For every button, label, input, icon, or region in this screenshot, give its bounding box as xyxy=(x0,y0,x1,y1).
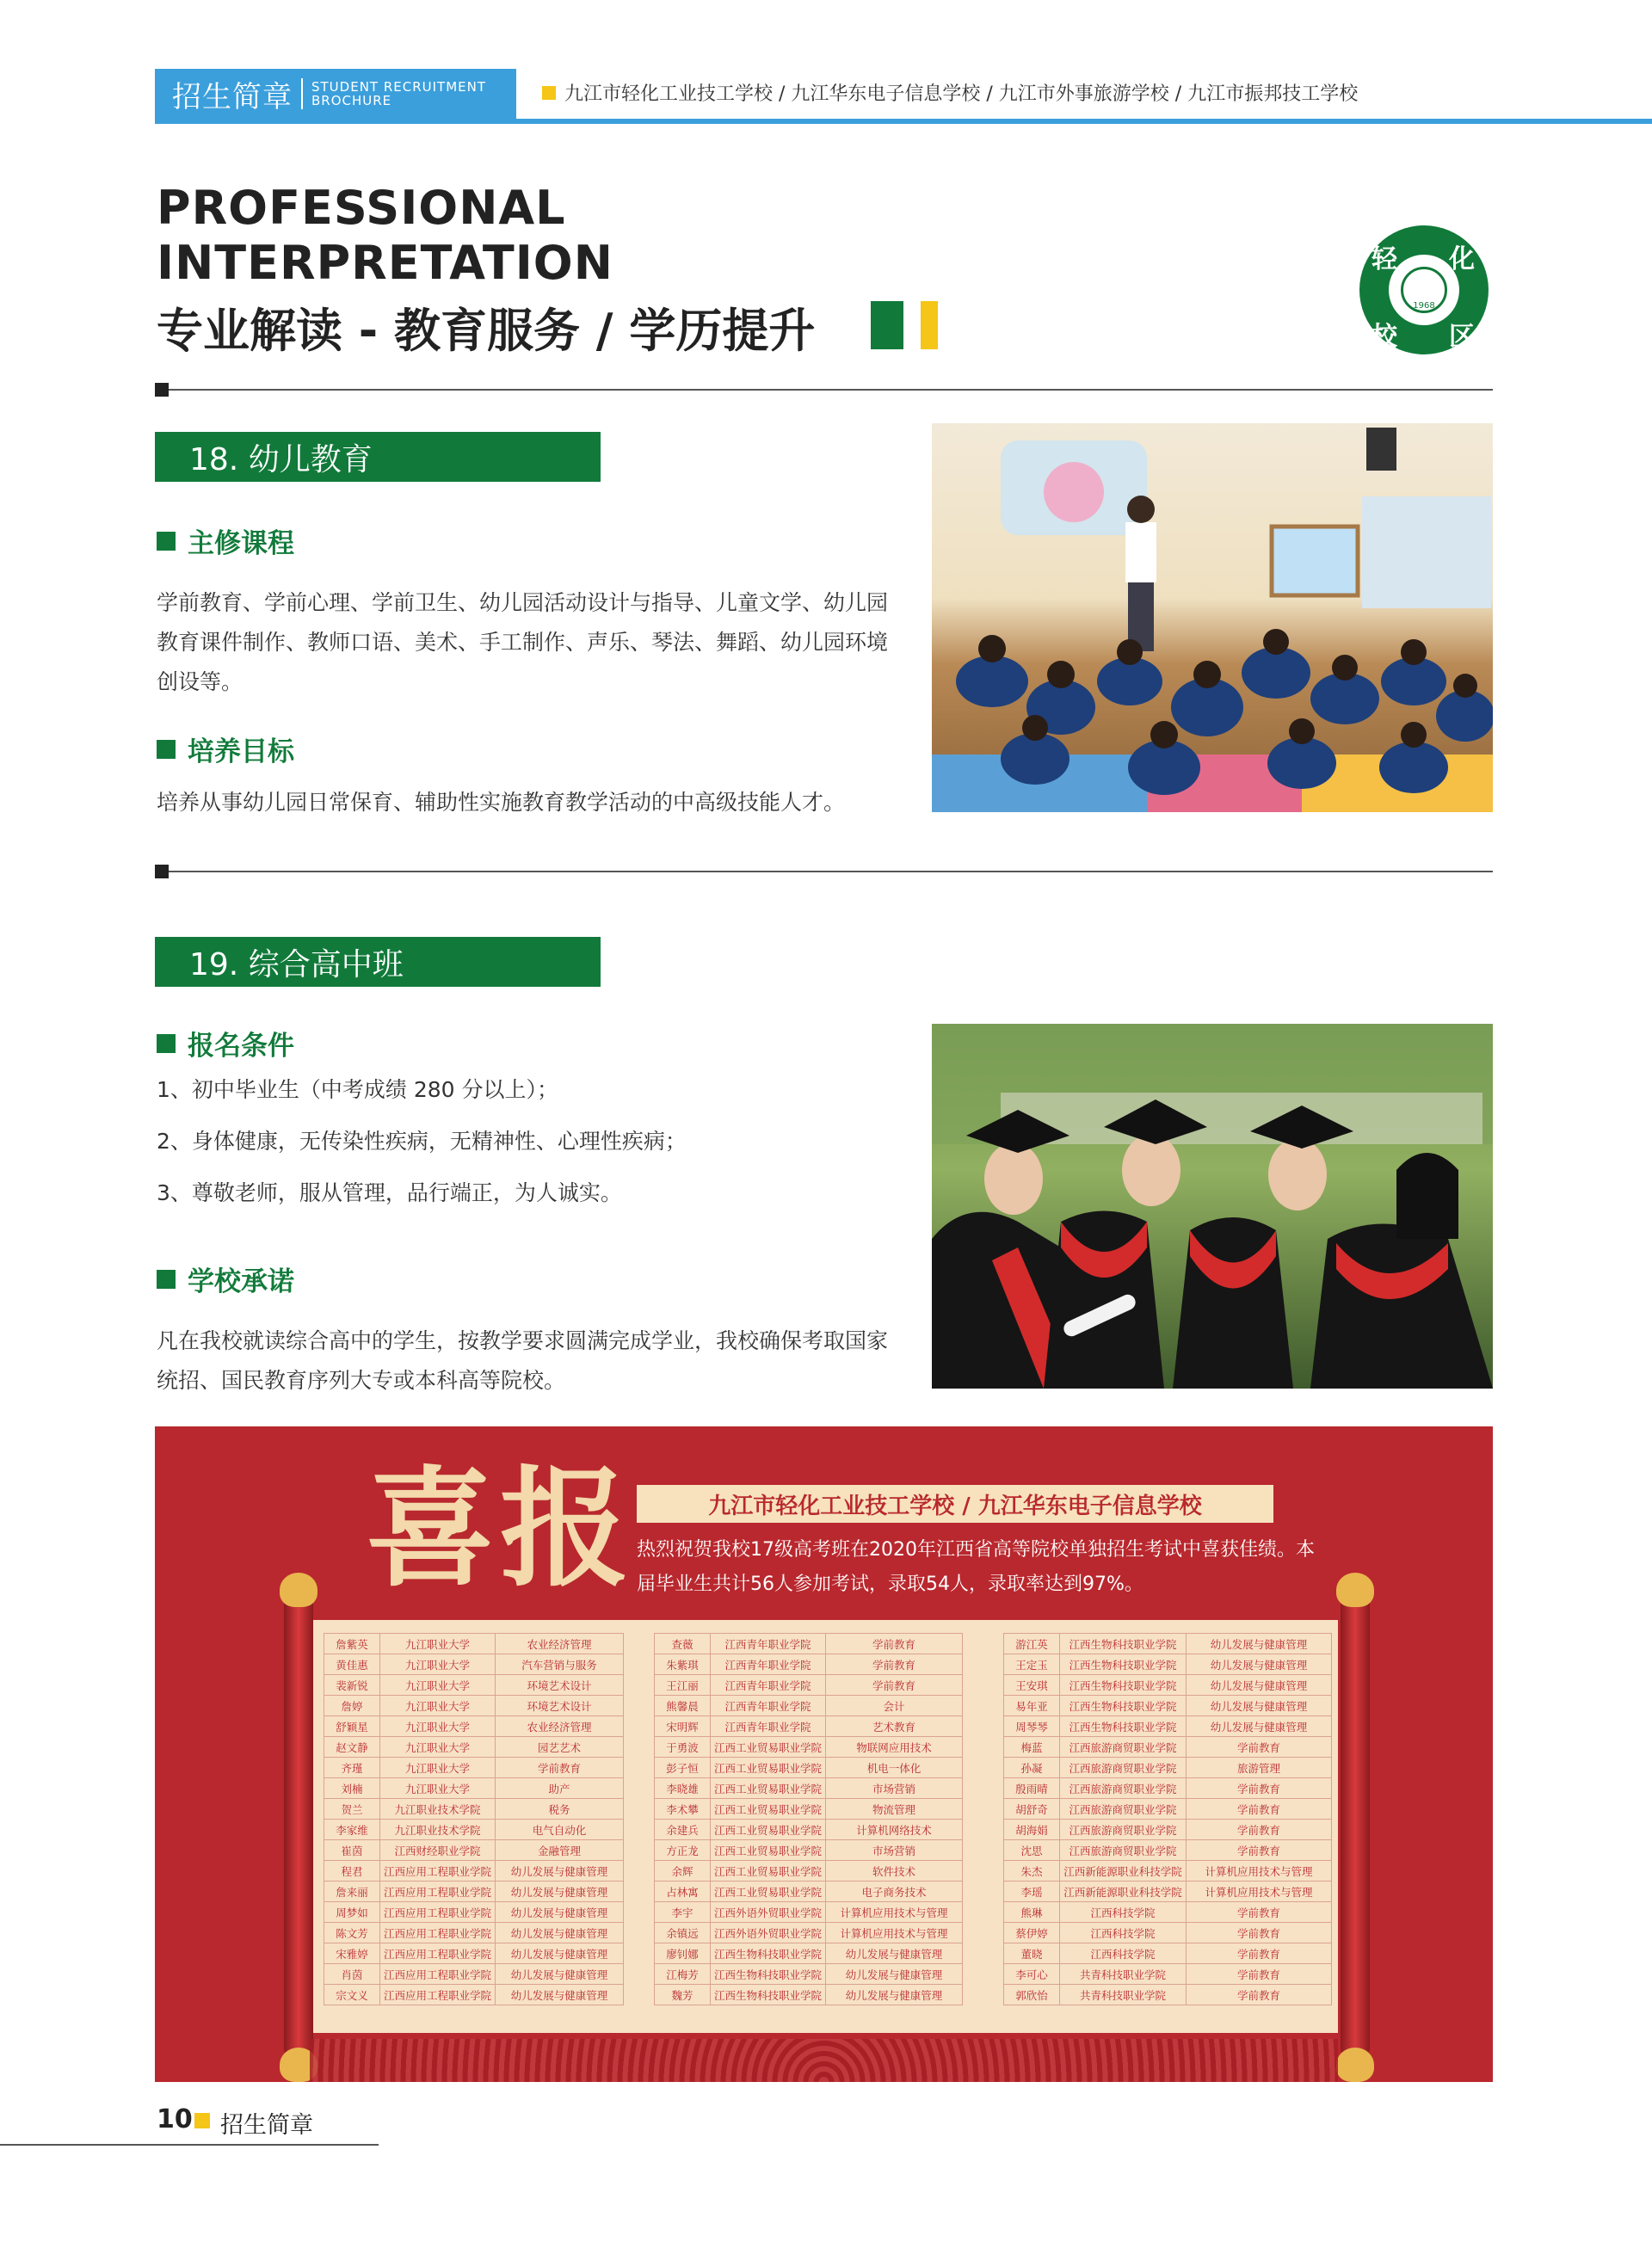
chinese-title: 专业解读 - 教育服务 / 学历提升 xyxy=(157,304,816,358)
college-name: 江西应用工程职业学院 xyxy=(380,1985,496,2005)
major-name: 市场营销 xyxy=(826,1778,963,1799)
student-name: 李宇 xyxy=(655,1902,711,1923)
scroll-rod-left xyxy=(284,1598,313,2054)
major-name: 园艺艺术 xyxy=(496,1737,624,1758)
table-row xyxy=(324,1840,624,1861)
english-title xyxy=(157,181,613,291)
table-row xyxy=(324,1799,624,1820)
school-logo xyxy=(1359,225,1489,354)
major-name: 税务 xyxy=(496,1799,624,1820)
requirements-title: 报名条件 xyxy=(188,1031,294,1062)
courses-text: 学前教育、学前心理、学前卫生、幼儿园活动设计与指导、儿童文学、幼儿园教育课件制作、教师口语、美术、手工制作、声乐、琴法、舞蹈、幼儿园环境创设等。 xyxy=(157,590,889,694)
college-name: 江西青年职业学院 xyxy=(711,1716,826,1737)
college-name: 江西青年职业学院 xyxy=(711,1654,826,1675)
major-name: 幼儿发展与健康管理 xyxy=(496,1964,624,1985)
header-badge-en-line1: STUDENT RECRUITMENT xyxy=(311,79,487,95)
major-name: 幼儿发展与健康管理 xyxy=(826,1964,963,1985)
table-row xyxy=(1004,1778,1332,1799)
table-row xyxy=(324,1758,624,1778)
college-name: 江西工业贸易职业学院 xyxy=(711,1840,826,1861)
green-square-icon xyxy=(157,740,176,759)
congratulations-board xyxy=(155,1426,1493,2082)
table-row xyxy=(324,1675,624,1696)
table-row xyxy=(655,1654,963,1675)
major-name: 学前教育 xyxy=(826,1675,963,1696)
section-divider xyxy=(155,389,1493,391)
major-name: 会计 xyxy=(826,1696,963,1716)
table-row xyxy=(324,1902,624,1923)
major-name: 学前教育 xyxy=(1187,1820,1332,1840)
major-name: 农业经济管理 xyxy=(496,1634,624,1654)
college-name: 江西青年职业学院 xyxy=(711,1675,826,1696)
major-name: 幼儿发展与健康管理 xyxy=(1187,1654,1332,1675)
major-name: 物联网应用技术 xyxy=(826,1737,963,1758)
major-name: 幼儿发展与健康管理 xyxy=(1187,1634,1332,1654)
student-name: 刘楠 xyxy=(324,1778,380,1799)
table-row xyxy=(655,1923,963,1943)
college-name: 九江职业大学 xyxy=(380,1716,496,1737)
college-name: 江西应用工程职业学院 xyxy=(380,1943,496,1964)
table-row xyxy=(655,1882,963,1902)
table-row xyxy=(324,1882,624,1902)
footer-label: 招生简章 xyxy=(220,2112,313,2139)
student-name: 胡舒奇 xyxy=(1004,1799,1060,1820)
college-name: 江西财经职业学院 xyxy=(380,1840,496,1861)
major-name: 电气自动化 xyxy=(496,1820,624,1840)
college-name: 江西生物科技职业学院 xyxy=(1060,1654,1187,1675)
table-row xyxy=(655,1778,963,1799)
logo-char-3: 校 xyxy=(1372,322,1397,352)
major-name: 计算机应用技术与管理 xyxy=(1187,1882,1332,1902)
student-name: 彭子恒 xyxy=(655,1758,711,1778)
goal-subheading xyxy=(157,730,294,768)
header-schools-text: 九江市轻化工业技工学校 / 九江华东电子信息学校 / 九江市外事旅游学校 / 九江市振邦技工学校 xyxy=(564,83,1359,105)
student-name: 李瑶 xyxy=(1004,1882,1060,1902)
major-name: 物流管理 xyxy=(826,1799,963,1820)
scroll-rod-right xyxy=(1341,1598,1370,2054)
student-name: 郭欣怡 xyxy=(1004,1985,1060,2005)
table-row xyxy=(1004,1799,1332,1820)
college-name: 江西应用工程职业学院 xyxy=(380,1861,496,1882)
college-name: 江西科技学院 xyxy=(1060,1943,1187,1964)
college-name: 江西工业贸易职业学院 xyxy=(711,1737,826,1758)
student-name: 崔茵 xyxy=(324,1840,380,1861)
table-row xyxy=(655,1840,963,1861)
page-number: 10 xyxy=(157,2104,193,2134)
college-name: 江西青年职业学院 xyxy=(711,1696,826,1716)
table-row xyxy=(324,1964,624,1985)
header-badge-english xyxy=(311,80,486,108)
student-name: 沈思 xyxy=(1004,1840,1060,1861)
title-yellow-mark xyxy=(921,301,938,349)
college-name: 江西旅游商贸职业学院 xyxy=(1060,1820,1187,1840)
logo-emblem xyxy=(1389,255,1459,325)
student-name: 李可心 xyxy=(1004,1964,1060,1985)
header-badge xyxy=(155,69,516,119)
requirements-subheading xyxy=(157,1024,294,1062)
college-name: 江西应用工程职业学院 xyxy=(380,1923,496,1943)
student-name: 宋雅婷 xyxy=(324,1943,380,1964)
table-row xyxy=(1004,1861,1332,1882)
student-name: 查薇 xyxy=(655,1634,711,1654)
student-name: 董晓 xyxy=(1004,1943,1060,1964)
table-row xyxy=(655,1820,963,1840)
college-name: 九江职业大学 xyxy=(380,1654,496,1675)
major-name: 学前教育 xyxy=(826,1634,963,1654)
section19-heading: 19. 综合高中班 xyxy=(155,937,601,987)
green-square-icon xyxy=(157,1034,176,1053)
college-name: 江西生物科技职业学院 xyxy=(1060,1696,1187,1716)
major-name: 电子商务技术 xyxy=(826,1882,963,1902)
major-name: 学前教育 xyxy=(1187,1902,1332,1923)
college-name: 江西工业贸易职业学院 xyxy=(711,1758,826,1778)
graduates-photo-art xyxy=(932,1024,1493,1389)
student-name: 余辉 xyxy=(655,1861,711,1882)
student-name: 朱紫琪 xyxy=(655,1654,711,1675)
table-row xyxy=(1004,1902,1332,1923)
results-table-3 xyxy=(1003,1633,1332,2005)
major-name: 幼儿发展与健康管理 xyxy=(496,1902,624,1923)
student-name: 李晓雄 xyxy=(655,1778,711,1799)
student-name: 殷雨晴 xyxy=(1004,1778,1060,1799)
courses-subheading xyxy=(157,521,294,560)
student-name: 宋明辉 xyxy=(655,1716,711,1737)
goal-title: 培养目标 xyxy=(188,736,294,767)
header-separator xyxy=(301,78,303,109)
table-row xyxy=(1004,1923,1332,1943)
student-name: 齐瑾 xyxy=(324,1758,380,1778)
student-name: 朱杰 xyxy=(1004,1861,1060,1882)
yellow-square-icon xyxy=(194,2113,210,2128)
table-row xyxy=(324,1943,624,1964)
results-table-1 xyxy=(324,1633,624,2005)
kindergarten-photo xyxy=(932,423,1493,812)
major-name: 软件技术 xyxy=(826,1861,963,1882)
student-name: 李术攀 xyxy=(655,1799,711,1820)
logo-char-2: 化 xyxy=(1449,244,1475,274)
student-name: 詹来丽 xyxy=(324,1882,380,1902)
table-row xyxy=(1004,1985,1332,2005)
board-announcement: 热烈祝贺我校17级高考班在2020年江西省高等院校单独招生考试中喜获佳绩。本届毕业生共计56人参加考试，录取54人，录取率达到97%。 xyxy=(637,1539,1315,1595)
student-name: 余镇远 xyxy=(655,1923,711,1943)
table-row xyxy=(1004,1943,1332,1964)
table-row xyxy=(655,1902,963,1923)
major-name: 学前教育 xyxy=(1187,1840,1332,1861)
college-name: 江西外语外贸职业学院 xyxy=(711,1902,826,1923)
results-table-2 xyxy=(654,1633,963,2005)
major-name: 市场营销 xyxy=(826,1840,963,1861)
student-name: 陈文芳 xyxy=(324,1923,380,1943)
table-row xyxy=(655,1758,963,1778)
courses-title: 主修课程 xyxy=(188,528,294,559)
student-name: 王江丽 xyxy=(655,1675,711,1696)
section-divider xyxy=(155,871,1493,872)
college-name: 江西生物科技职业学院 xyxy=(1060,1716,1187,1737)
major-name: 环境艺术设计 xyxy=(496,1675,624,1696)
college-name: 江西生物科技职业学院 xyxy=(1060,1634,1187,1654)
student-name: 王定玉 xyxy=(1004,1654,1060,1675)
green-square-icon xyxy=(157,1270,176,1289)
student-name: 程君 xyxy=(324,1861,380,1882)
college-name: 江西旅游商贸职业学院 xyxy=(1060,1778,1187,1799)
board-school-header: 九江市轻化工业技工学校 / 九江华东电子信息学校 xyxy=(637,1485,1273,1523)
college-name: 江西新能源职业科技学院 xyxy=(1060,1861,1187,1882)
table-row xyxy=(655,1799,963,1820)
major-name: 幼儿发展与健康管理 xyxy=(1187,1675,1332,1696)
table-row xyxy=(1004,1737,1332,1758)
title-green-mark xyxy=(871,301,903,349)
major-name: 机电一体化 xyxy=(826,1758,963,1778)
student-name: 李家维 xyxy=(324,1820,380,1840)
header-schools xyxy=(542,79,1358,106)
college-name: 九江职业大学 xyxy=(380,1634,496,1654)
student-name: 黄佳惠 xyxy=(324,1654,380,1675)
major-name: 幼儿发展与健康管理 xyxy=(496,1943,624,1964)
graduates-photo xyxy=(932,1024,1493,1389)
major-name: 学前教育 xyxy=(1187,1737,1332,1758)
divider-square xyxy=(155,383,169,397)
kindergarten-photo-art xyxy=(932,423,1493,812)
college-name: 江西工业贸易职业学院 xyxy=(711,1778,826,1799)
student-name: 孙凝 xyxy=(1004,1758,1060,1778)
table-row xyxy=(1004,1654,1332,1675)
english-title-line2: INTERPRETATION xyxy=(157,236,613,290)
student-name: 王安琪 xyxy=(1004,1675,1060,1696)
college-name: 江西工业贸易职业学院 xyxy=(711,1882,826,1902)
student-name: 裴新锐 xyxy=(324,1675,380,1696)
table-row xyxy=(324,1861,624,1882)
table-row xyxy=(324,1696,624,1716)
major-name: 幼儿发展与健康管理 xyxy=(826,1985,963,2005)
college-name: 江西生物科技职业学院 xyxy=(711,1985,826,2005)
student-name: 周琴琴 xyxy=(1004,1716,1060,1737)
major-name: 计算机应用技术与管理 xyxy=(826,1902,963,1923)
college-name: 江西生物科技职业学院 xyxy=(711,1964,826,1985)
table-row xyxy=(1004,1820,1332,1840)
college-name: 江西工业贸易职业学院 xyxy=(711,1861,826,1882)
promise-subheading xyxy=(157,1260,294,1298)
student-name: 蔡伊婷 xyxy=(1004,1923,1060,1943)
major-name: 学前教育 xyxy=(1187,1964,1332,1985)
student-name: 胡海娟 xyxy=(1004,1820,1060,1840)
major-name: 幼儿发展与健康管理 xyxy=(1187,1696,1332,1716)
student-name: 游江英 xyxy=(1004,1634,1060,1654)
college-name: 江西应用工程职业学院 xyxy=(380,1882,496,1902)
yellow-square-icon xyxy=(542,86,556,100)
table-row xyxy=(1004,1675,1332,1696)
major-name: 学前教育 xyxy=(1187,1923,1332,1943)
major-name: 计算机应用技术与管理 xyxy=(1187,1861,1332,1882)
table-row xyxy=(1004,1964,1332,1985)
table-row xyxy=(324,1654,624,1675)
table-row xyxy=(655,1696,963,1716)
student-name: 余建兵 xyxy=(655,1820,711,1840)
major-name: 学前教育 xyxy=(1187,1799,1332,1820)
student-name: 詹婷 xyxy=(324,1696,380,1716)
requirement-2: 2、身体健康，无传染性疾病，无精神性、心理性疾病； xyxy=(157,1129,687,1154)
student-name: 赵文静 xyxy=(324,1737,380,1758)
college-name: 九江职业大学 xyxy=(380,1696,496,1716)
college-name: 江西科技学院 xyxy=(1060,1902,1187,1923)
scroll-cap-top-left xyxy=(280,1573,317,1607)
table-row xyxy=(1004,1634,1332,1654)
table-row xyxy=(324,1778,624,1799)
goal-text: 培养从事幼儿园日常保育、辅助性实施教育教学活动的中高级技能人才。 xyxy=(157,790,846,815)
requirement-3: 3、尊敬老师，服从管理，品行端正，为人诚实。 xyxy=(157,1180,622,1205)
major-name: 环境艺术设计 xyxy=(496,1696,624,1716)
board-wave-pattern xyxy=(310,2039,1338,2082)
student-name: 廖钊娜 xyxy=(655,1943,711,1964)
college-name: 九江职业大学 xyxy=(380,1758,496,1778)
major-name: 幼儿发展与健康管理 xyxy=(1187,1716,1332,1737)
college-name: 江西旅游商贸职业学院 xyxy=(1060,1799,1187,1820)
logo-char-1: 轻 xyxy=(1372,244,1397,274)
major-name: 金融管理 xyxy=(496,1840,624,1861)
major-name: 助产 xyxy=(496,1778,624,1799)
student-name: 于勇波 xyxy=(655,1737,711,1758)
college-name: 江西工业贸易职业学院 xyxy=(711,1799,826,1820)
table-row xyxy=(1004,1882,1332,1902)
table-row xyxy=(1004,1840,1332,1861)
college-name: 江西新能源职业科技学院 xyxy=(1060,1882,1187,1902)
table-row xyxy=(655,1964,963,1985)
student-name: 肖茵 xyxy=(324,1964,380,1985)
major-name: 旅游管理 xyxy=(1187,1758,1332,1778)
header-badge-title: 招生简章 xyxy=(172,79,293,114)
logo-year: 1968 xyxy=(1413,301,1435,311)
table-row xyxy=(324,1737,624,1758)
college-name: 共青科技职业学院 xyxy=(1060,1964,1187,1985)
table-row xyxy=(1004,1696,1332,1716)
header-badge-en-line2: BROCHURE xyxy=(311,93,392,108)
college-name: 九江职业大学 xyxy=(380,1737,496,1758)
student-name: 方正龙 xyxy=(655,1840,711,1861)
college-name: 江西外语外贸职业学院 xyxy=(711,1923,826,1943)
english-title-line1: PROFESSIONAL xyxy=(157,181,566,235)
student-name: 熊琳 xyxy=(1004,1902,1060,1923)
college-name: 江西工业贸易职业学院 xyxy=(711,1820,826,1840)
promise-title: 学校承诺 xyxy=(188,1266,294,1297)
college-name: 江西应用工程职业学院 xyxy=(380,1902,496,1923)
footer-rule xyxy=(0,2144,379,2146)
table-row xyxy=(324,1923,624,1943)
student-name: 詹紫英 xyxy=(324,1634,380,1654)
board-big-title: 喜报 xyxy=(366,1455,635,1605)
green-square-icon xyxy=(157,532,176,551)
promise-text: 凡在我校就读综合高中的学生，按教学要求圆满完成学业，我校确保考取国家统招、国民教育序列大专或本科高等院校。 xyxy=(157,1328,889,1393)
table-row xyxy=(324,1985,624,2005)
table-row xyxy=(1004,1716,1332,1737)
table-row xyxy=(655,1737,963,1758)
major-name: 幼儿发展与健康管理 xyxy=(496,1861,624,1882)
scroll-cap-bottom-right xyxy=(1336,2048,1374,2082)
college-name: 九江职业技术学院 xyxy=(380,1820,496,1840)
college-name: 江西青年职业学院 xyxy=(711,1634,826,1654)
student-name: 易年亚 xyxy=(1004,1696,1060,1716)
college-name: 九江职业大学 xyxy=(380,1778,496,1799)
major-name: 学前教育 xyxy=(496,1758,624,1778)
major-name: 学前教育 xyxy=(1187,1943,1332,1964)
student-name: 梅蓝 xyxy=(1004,1737,1060,1758)
divider-square xyxy=(155,865,169,878)
major-name: 农业经济管理 xyxy=(496,1716,624,1737)
student-name: 宗文义 xyxy=(324,1985,380,2005)
major-name: 汽车营销与服务 xyxy=(496,1654,624,1675)
table-row xyxy=(655,1634,963,1654)
college-name: 九江职业技术学院 xyxy=(380,1799,496,1820)
table-row xyxy=(655,1943,963,1964)
major-name: 计算机应用技术与管理 xyxy=(826,1923,963,1943)
table-row xyxy=(655,1861,963,1882)
requirement-1: 1、初中毕业生（中考成绩 280 分以上）； xyxy=(157,1077,559,1102)
college-name: 九江职业大学 xyxy=(380,1675,496,1696)
major-name: 幼儿发展与健康管理 xyxy=(496,1882,624,1902)
student-name: 周梦如 xyxy=(324,1902,380,1923)
table-row xyxy=(1004,1758,1332,1778)
table-row xyxy=(324,1820,624,1840)
student-name: 贺兰 xyxy=(324,1799,380,1820)
college-name: 江西旅游商贸职业学院 xyxy=(1060,1840,1187,1861)
header-bar xyxy=(155,119,1652,124)
major-name: 计算机网络技术 xyxy=(826,1820,963,1840)
student-name: 占林寓 xyxy=(655,1882,711,1902)
college-name: 江西应用工程职业学院 xyxy=(380,1964,496,1985)
student-name: 魏芳 xyxy=(655,1985,711,2005)
college-name: 江西旅游商贸职业学院 xyxy=(1060,1758,1187,1778)
major-name: 幼儿发展与健康管理 xyxy=(826,1943,963,1964)
table-row xyxy=(655,1716,963,1737)
table-row xyxy=(324,1634,624,1654)
logo-char-4: 区 xyxy=(1449,322,1475,352)
major-name: 幼儿发展与健康管理 xyxy=(496,1923,624,1943)
college-name: 江西生物科技职业学院 xyxy=(711,1943,826,1964)
student-name: 江梅芳 xyxy=(655,1964,711,1985)
table-row xyxy=(655,1675,963,1696)
student-name: 熊馨晨 xyxy=(655,1696,711,1716)
student-name: 舒颖星 xyxy=(324,1716,380,1737)
major-name: 学前教育 xyxy=(1187,1778,1332,1799)
college-name: 江西科技学院 xyxy=(1060,1923,1187,1943)
major-name: 学前教育 xyxy=(826,1654,963,1675)
college-name: 江西生物科技职业学院 xyxy=(1060,1675,1187,1696)
table-row xyxy=(324,1716,624,1737)
college-name: 江西旅游商贸职业学院 xyxy=(1060,1737,1187,1758)
college-name: 共青科技职业学院 xyxy=(1060,1985,1187,2005)
table-row xyxy=(655,1985,963,2005)
major-name: 艺术教育 xyxy=(826,1716,963,1737)
scroll-cap-top-right xyxy=(1336,1573,1374,1607)
major-name: 幼儿发展与健康管理 xyxy=(496,1985,624,2005)
section18-heading: 18. 幼儿教育 xyxy=(155,432,601,482)
major-name: 学前教育 xyxy=(1187,1985,1332,2005)
